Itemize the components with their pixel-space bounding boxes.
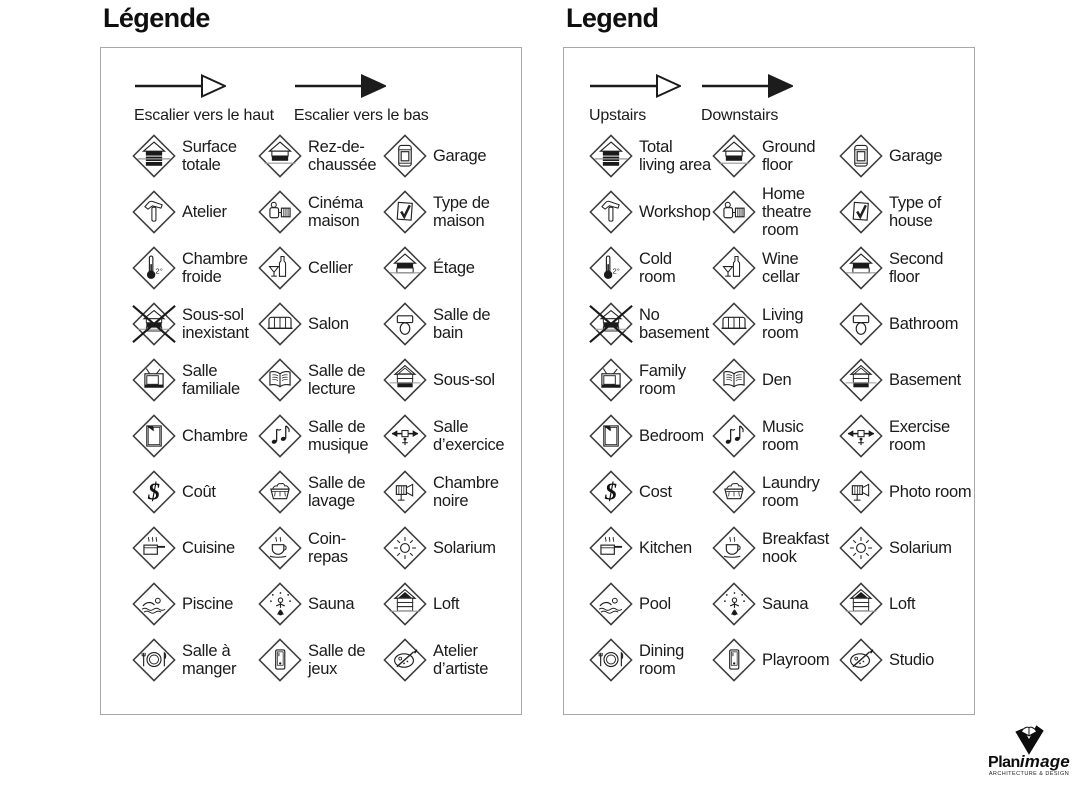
legend-item-label: Cellier [308, 259, 353, 277]
arrow-outline-icon [134, 72, 274, 105]
type-of-house-icon [382, 189, 428, 235]
legend-item-label: Cinéma maison [308, 194, 364, 230]
legend-item-label: Exercise room [889, 418, 950, 454]
den-icon [711, 357, 757, 403]
stairs-up-legend [589, 72, 681, 125]
cold-room-icon [588, 245, 634, 291]
legend-grid-fr [131, 128, 523, 688]
cold-room-icon [131, 245, 177, 291]
legend-item-label: Chambre froide [182, 250, 248, 286]
legend-item-label: Breakfast nook [762, 530, 829, 566]
legend-item-label: Coin-repas [308, 530, 348, 566]
home-theatre-icon [711, 189, 757, 235]
arrow-label: Upstairs [589, 107, 647, 124]
stairs-up-legend [134, 72, 274, 125]
legend-item-label: Cost [639, 483, 672, 501]
studio-icon [838, 637, 884, 683]
exercise-room-icon [382, 413, 428, 459]
legend-item-label: Atelier d’artiste [433, 642, 489, 678]
legend-item-label: Wine cellar [762, 250, 800, 286]
legend-item-label: Sous-sol [433, 371, 495, 389]
legend-item-label: Surface totale [182, 138, 237, 174]
arrow-label: Downstairs [701, 107, 779, 124]
no-basement-icon [131, 301, 177, 347]
legend-item-label: Type de maison [433, 194, 490, 230]
garage-icon [382, 133, 428, 179]
legend-item-label: Solarium [433, 539, 496, 557]
legend-item-label: Bedroom [639, 427, 704, 445]
music-room-icon [711, 413, 757, 459]
legend-item-label: Dining room [639, 642, 684, 678]
legend-item-label: Home theatre room [762, 185, 812, 239]
dining-room-icon [588, 637, 634, 683]
wine-cellar-icon [257, 245, 303, 291]
legend-item-label: Coût [182, 483, 216, 501]
exercise-room-icon [838, 413, 884, 459]
brand-plan: Plan [988, 754, 1020, 771]
brand-name [983, 753, 1075, 771]
planimage-logo-icon [1008, 722, 1050, 756]
legend-item-label: Workshop [639, 203, 711, 221]
studio-icon [382, 637, 428, 683]
workshop-icon [131, 189, 177, 235]
legend-item-label: Basement [889, 371, 961, 389]
legend-item-label: Cold room [639, 250, 676, 286]
stairs-arrows-en [589, 72, 793, 125]
sauna-icon [257, 581, 303, 627]
den-icon [257, 357, 303, 403]
legend-item-label: Ground floor [762, 138, 816, 174]
legend-item-label: Playroom [762, 651, 830, 669]
legend-item-label: Chambre [182, 427, 248, 445]
pool-icon [131, 581, 177, 627]
legend-item-label: Kitchen [639, 539, 692, 557]
kitchen-icon [588, 525, 634, 571]
legend-item-label: Studio [889, 651, 934, 669]
legend-item-label: Garage [433, 147, 487, 165]
total-area-icon [131, 133, 177, 179]
stairs-arrows-fr [134, 72, 429, 125]
laundry-room-icon [257, 469, 303, 515]
playroom-icon [257, 637, 303, 683]
stairs-down-legend [701, 72, 793, 125]
home-theatre-icon [257, 189, 303, 235]
svg-text:2°: 2° [155, 266, 163, 276]
svg-text:$: $ [605, 479, 617, 506]
legend-item-label: Salle de musique [308, 418, 369, 454]
legend-item-label: Cuisine [182, 539, 235, 557]
family-room-icon [131, 357, 177, 403]
legend-item-label: Sous-sol inexistant [182, 306, 249, 342]
legend-item-label: Salle de bain [433, 306, 491, 342]
legend-item-label: Étage [433, 259, 475, 277]
ground-floor-icon [711, 133, 757, 179]
no-basement-icon [588, 301, 634, 347]
arrow-label: Escalier vers le haut [134, 107, 274, 124]
legend-item-label: Rez-de-chaussée [308, 138, 377, 174]
arrow-filled-icon [701, 72, 793, 105]
ground-floor-icon [257, 133, 303, 179]
legend-item-label: Atelier [182, 203, 227, 221]
loft-icon [382, 581, 428, 627]
music-room-icon [257, 413, 303, 459]
brand-image: image [1019, 752, 1070, 771]
legend-item-label: Type of house [889, 194, 942, 230]
garage-icon [838, 133, 884, 179]
workshop-icon [588, 189, 634, 235]
photo-room-icon [382, 469, 428, 515]
svg-text:$: $ [148, 479, 160, 506]
legend-item-label: Sauna [308, 595, 355, 613]
breakfast-nook-icon [257, 525, 303, 571]
type-of-house-icon [838, 189, 884, 235]
arrow-filled-icon [294, 72, 429, 105]
loft-icon [838, 581, 884, 627]
legend-item-label: Living room [762, 306, 804, 342]
legend-item-label: Loft [433, 595, 460, 613]
legend-item-label: Photo room [889, 483, 972, 501]
legend-grid-en [588, 128, 977, 688]
legend-item-label: Salle de lavage [308, 474, 366, 510]
legend-item-label: No basement [639, 306, 710, 342]
legend-item-label: Salle familiale [182, 362, 240, 398]
legend-item-label: Solarium [889, 539, 952, 557]
legend-item-label: Garage [889, 147, 943, 165]
bedroom-icon [131, 413, 177, 459]
second-floor-icon [382, 245, 428, 291]
legend-item-label: Salle de jeux [308, 642, 366, 678]
second-floor-icon [838, 245, 884, 291]
legend-panel-fr [100, 47, 522, 715]
brand-tagline: ARCHITECTURE & DESIGN [988, 771, 1070, 777]
legend-panel-en [563, 47, 975, 715]
solarium-icon [838, 525, 884, 571]
pool-icon [588, 581, 634, 627]
wine-cellar-icon [711, 245, 757, 291]
legend-item-label: Second floor [889, 250, 944, 286]
legend-item-label: Salle d’exercice [433, 418, 505, 454]
basement-icon [838, 357, 884, 403]
legend-item-label: Sauna [762, 595, 809, 613]
living-room-icon [257, 301, 303, 347]
legend-item-label: Loft [889, 595, 916, 613]
arrow-label: Escalier vers le bas [293, 107, 429, 124]
sauna-icon [711, 581, 757, 627]
legend-item-label: Piscine [182, 595, 234, 613]
bathroom-icon [382, 301, 428, 347]
legend-title-fr: Légende [103, 3, 210, 33]
basement-icon [382, 357, 428, 403]
arrow-outline-icon [589, 72, 681, 105]
living-room-icon [711, 301, 757, 347]
photo-room-icon [838, 469, 884, 515]
svg-text:2°: 2° [612, 266, 620, 276]
bedroom-icon [588, 413, 634, 459]
legend-item-label: Salle à manger [182, 642, 237, 678]
cost-icon [131, 469, 177, 515]
total-area-icon [588, 133, 634, 179]
legend-title-en: Legend [566, 3, 659, 33]
legend-item-label: Salon [308, 315, 349, 333]
family-room-icon [588, 357, 634, 403]
legend-item-label: Total living area [639, 138, 711, 174]
legend-item-label: Chambre noire [433, 474, 499, 510]
laundry-room-icon [711, 469, 757, 515]
legend-item-label: Salle de lecture [308, 362, 366, 398]
breakfast-nook-icon [711, 525, 757, 571]
legend-item-label: Pool [639, 595, 671, 613]
legend-item-label: Bathroom [889, 315, 959, 333]
legend-item-label: Laundry room [762, 474, 820, 510]
planimage-logo [983, 722, 1075, 778]
playroom-icon [711, 637, 757, 683]
dining-room-icon [131, 637, 177, 683]
legend-item-label: Music room [762, 418, 804, 454]
legend-item-label: Family room [639, 362, 686, 398]
kitchen-icon [131, 525, 177, 571]
stairs-down-legend [294, 72, 429, 125]
cost-icon [588, 469, 634, 515]
legend-item-label: Den [762, 371, 792, 389]
solarium-icon [382, 525, 428, 571]
bathroom-icon [838, 301, 884, 347]
